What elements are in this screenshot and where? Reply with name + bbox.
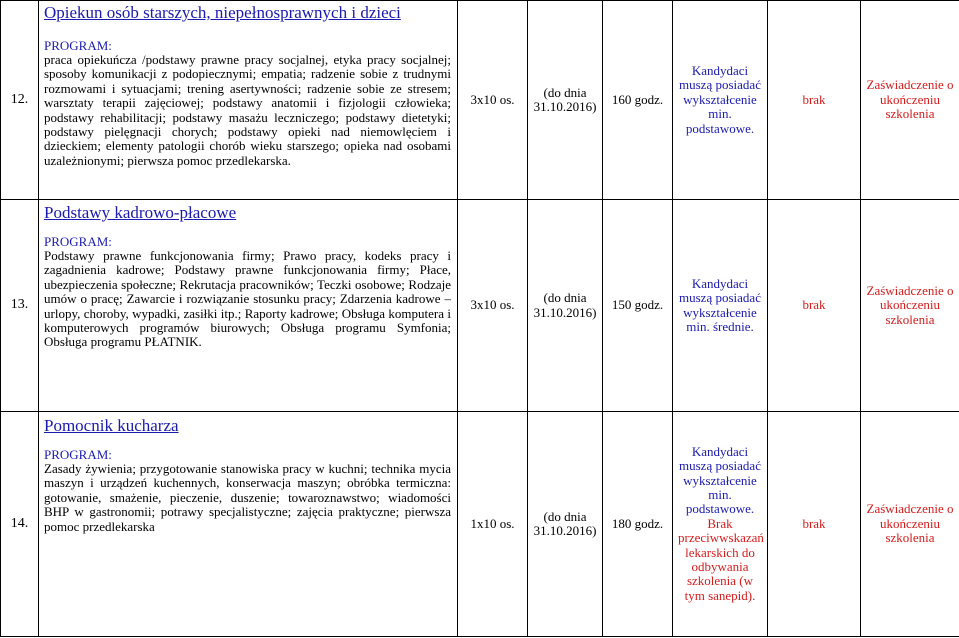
requirements-text: Kandydaci muszą posiadać wykształcenie min. średnie. xyxy=(679,275,761,334)
hours-cell: 160 godz. xyxy=(603,1,673,200)
requirements-text: Kandydaci muszą posiadać wykształcenie min. podstawowe. xyxy=(679,443,761,517)
requirements-cell xyxy=(673,200,768,412)
certificate-text: Zaświadczenie o ukończeniu szkolenia xyxy=(866,77,954,122)
contraindications-text: brak xyxy=(802,515,826,531)
course-program-cell xyxy=(39,1,458,200)
row-number: 12. xyxy=(1,1,39,200)
program-text: Podstawy prawne funkcjonowania firmy; Prawo pracy, kodeks pracy i zagadnienia kadrowe; Podstawy prawne funkcjonowania firmy; Płace, ubezpieczenia społeczne; Rekrutacja pracowników; Teczki osobowe; Rodzaje umów o pracę; Zawarcie i rozwiązanie stosunku pracy; Zdarzenia kadrowe – urlopy, choroby, wypadki, zasiłki itp.; Raporty kadrowe; Obsługa komputera i komputerowych programów biurowych; Obsługa programu Symfonia; Obsługa programu PŁATNIK. xyxy=(44,248,451,350)
groups-cell: 1x10 os. xyxy=(458,412,528,637)
table-row xyxy=(1,1,959,200)
program-label: PROGRAM: xyxy=(44,38,112,53)
certificate-cell xyxy=(861,200,959,412)
deadline-cell: (do dnia 31.10.2016) xyxy=(528,200,603,412)
requirements-cell xyxy=(673,412,768,637)
certificate-cell xyxy=(861,412,959,637)
contraindications-text: brak xyxy=(802,91,826,107)
deadline-cell: (do dnia 31.10.2016) xyxy=(528,412,603,637)
hours-cell: 150 godz. xyxy=(603,200,673,412)
certificate-text: Zaświadczenie o ukończeniu szkolenia xyxy=(866,501,954,546)
hours-cell: 180 godz. xyxy=(603,412,673,637)
groups-cell: 3x10 os. xyxy=(458,200,528,412)
course-title: Pomocnik kucharza xyxy=(44,416,179,435)
contraindications-cell xyxy=(768,200,861,412)
row-number: 14. xyxy=(1,412,39,637)
requirements-extra-text: Brak przeciwwskazań lekarskich do odbywania szkolenia (w tym sanepid). xyxy=(678,515,764,603)
row-number: 13. xyxy=(1,200,39,412)
certificate-cell xyxy=(861,1,959,200)
program-text: Zasady żywienia; przygotowanie stanowiska pracy w kuchni; technika mycia maszyn i urządzeń kuchennych, konserwacja maszyn; obróbka termiczna: gotowanie, smażenie, pieczenie, duszenie; towaroznawstwo; wiadomości BHP w gastronomii; potrawy specjalistyczne; zajęcia praktyczne; pierwsza pomoc przedlekarska xyxy=(44,461,451,534)
certificate-text: Zaświadczenie o ukończeniu szkolenia xyxy=(866,282,954,327)
contraindications-cell xyxy=(768,412,861,637)
course-title: Podstawy kadrowo-płacowe xyxy=(44,203,237,222)
contraindications-text: brak xyxy=(802,297,826,313)
table-row xyxy=(1,200,959,412)
deadline-cell: (do dnia 31.10.2016) xyxy=(528,1,603,200)
course-program-cell xyxy=(39,412,458,637)
table-row xyxy=(1,412,959,637)
program-text: praca opiekuńcza /podstawy prawne pracy socjalnej, etyka pracy socjalnej; sposoby komunikacji z podopiecznymi; empatia; radzenie sobie z trudnymi rozmowami i sytuacjami; trening asertywności; radzenie sobie ze stresem; warsztaty terapii zajęciowej; podstawy anatomii i fizjologii człowieka; podstawy rehabilitacji; podstawy masażu leczniczego; podstawy dietetyki; podstawy pielęgnacji chorych; podstawy opieki nad niemowlęciem i dzieckiem; elementy patologii chorób wieku starszego; opieka nad osobami uzależnionymi; pierwsza pomoc przedlekarska. xyxy=(44,52,451,168)
program-label: PROGRAM: xyxy=(44,447,112,462)
program-label: PROGRAM: xyxy=(44,234,112,249)
contraindications-cell xyxy=(768,1,861,200)
course-program-cell xyxy=(39,200,458,412)
requirements-text: Kandydaci muszą posiadać wykształcenie min. podstawowe. xyxy=(679,62,761,136)
course-title: Opiekun osób starszych, niepełnosprawnych i dzieci xyxy=(44,3,401,22)
requirements-cell xyxy=(673,1,768,200)
groups-cell: 3x10 os. xyxy=(458,1,528,200)
